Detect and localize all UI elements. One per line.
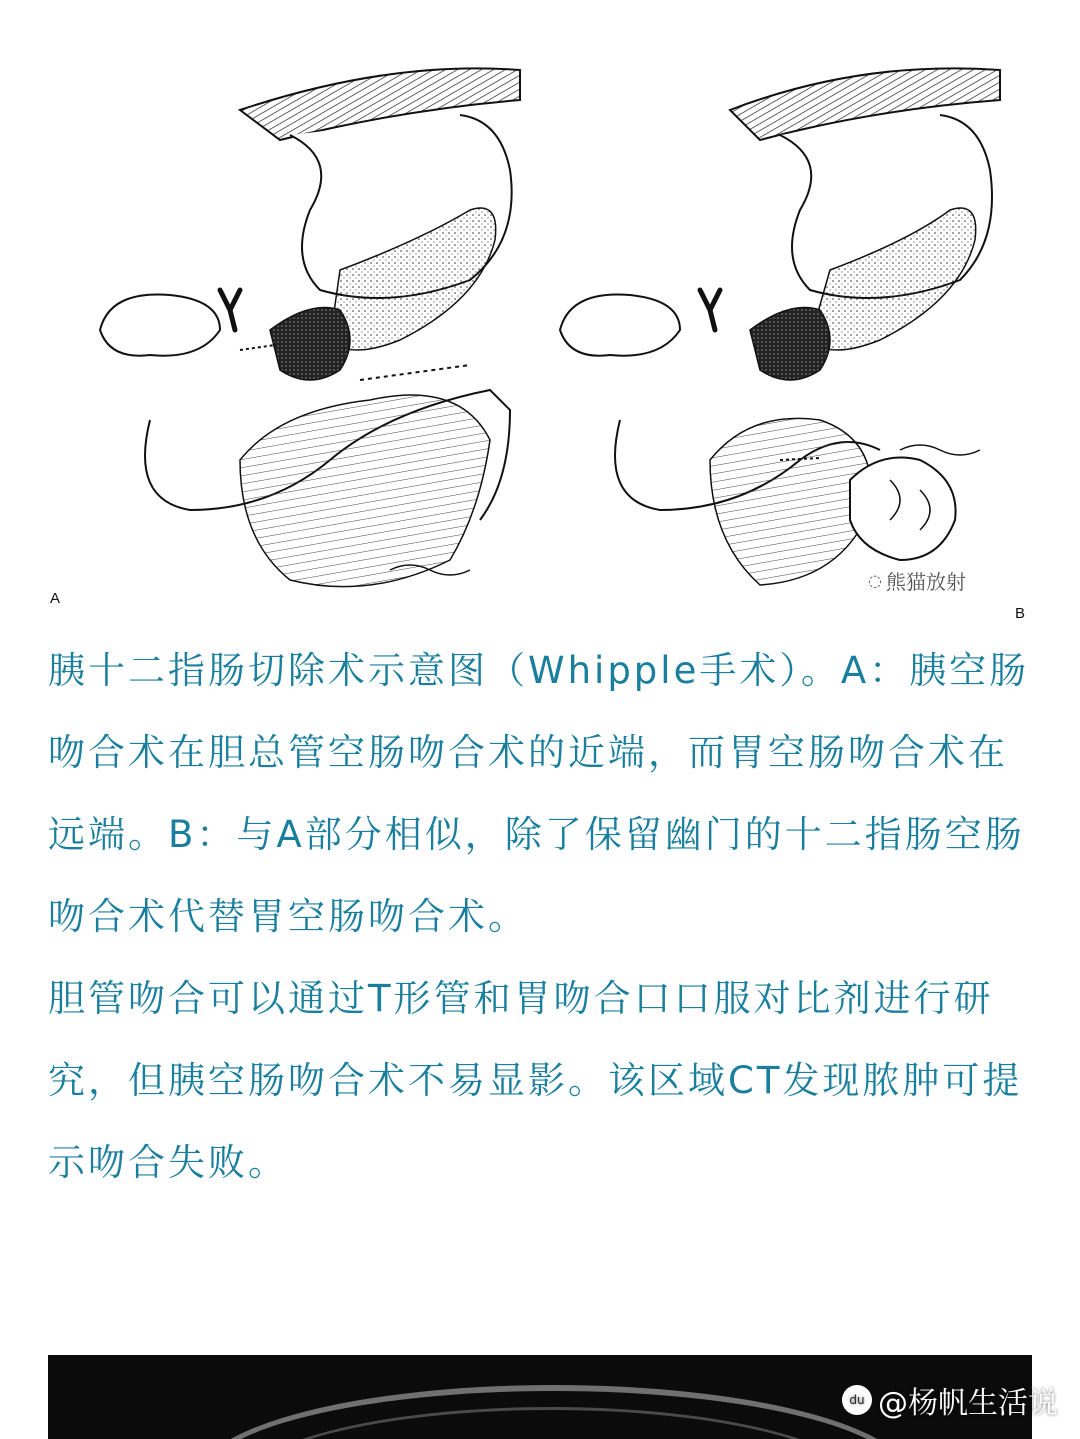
author-watermark xyxy=(842,1378,1058,1422)
wechat-icon: ◌ xyxy=(868,571,882,590)
figure-watermark xyxy=(868,566,966,595)
author-watermark-text: @杨帆生活说 xyxy=(878,1386,1058,1421)
panel-a-label: A xyxy=(50,590,61,607)
whipple-diagram xyxy=(40,40,1040,630)
panel-b-label: B xyxy=(1015,605,1026,622)
surgical-illustration xyxy=(40,40,1040,630)
caption-paragraph-1: 胰十二指肠切除术示意图（Whipple手术）。A：胰空肠吻合术在胆总管空肠吻合术的近端，而胃空肠吻合术在远端。B：与A部分相似，除了保留幽门的十二指肠空肠吻合术代替胃空肠吻合术。 xyxy=(48,649,1030,938)
paw-icon: du xyxy=(842,1385,872,1415)
figure-caption xyxy=(48,630,1038,1204)
panel-b-drawing xyxy=(560,68,1000,585)
panel-a-drawing xyxy=(100,68,520,586)
figure-watermark-text: 熊猫放射 xyxy=(885,570,966,594)
caption-paragraph-2: 胆管吻合可以通过T形管和胃吻合口口服对比剂进行研究，但胰空肠吻合术不易显影。该区域CT发现脓肿可提示吻合失败。 xyxy=(48,977,1023,1184)
